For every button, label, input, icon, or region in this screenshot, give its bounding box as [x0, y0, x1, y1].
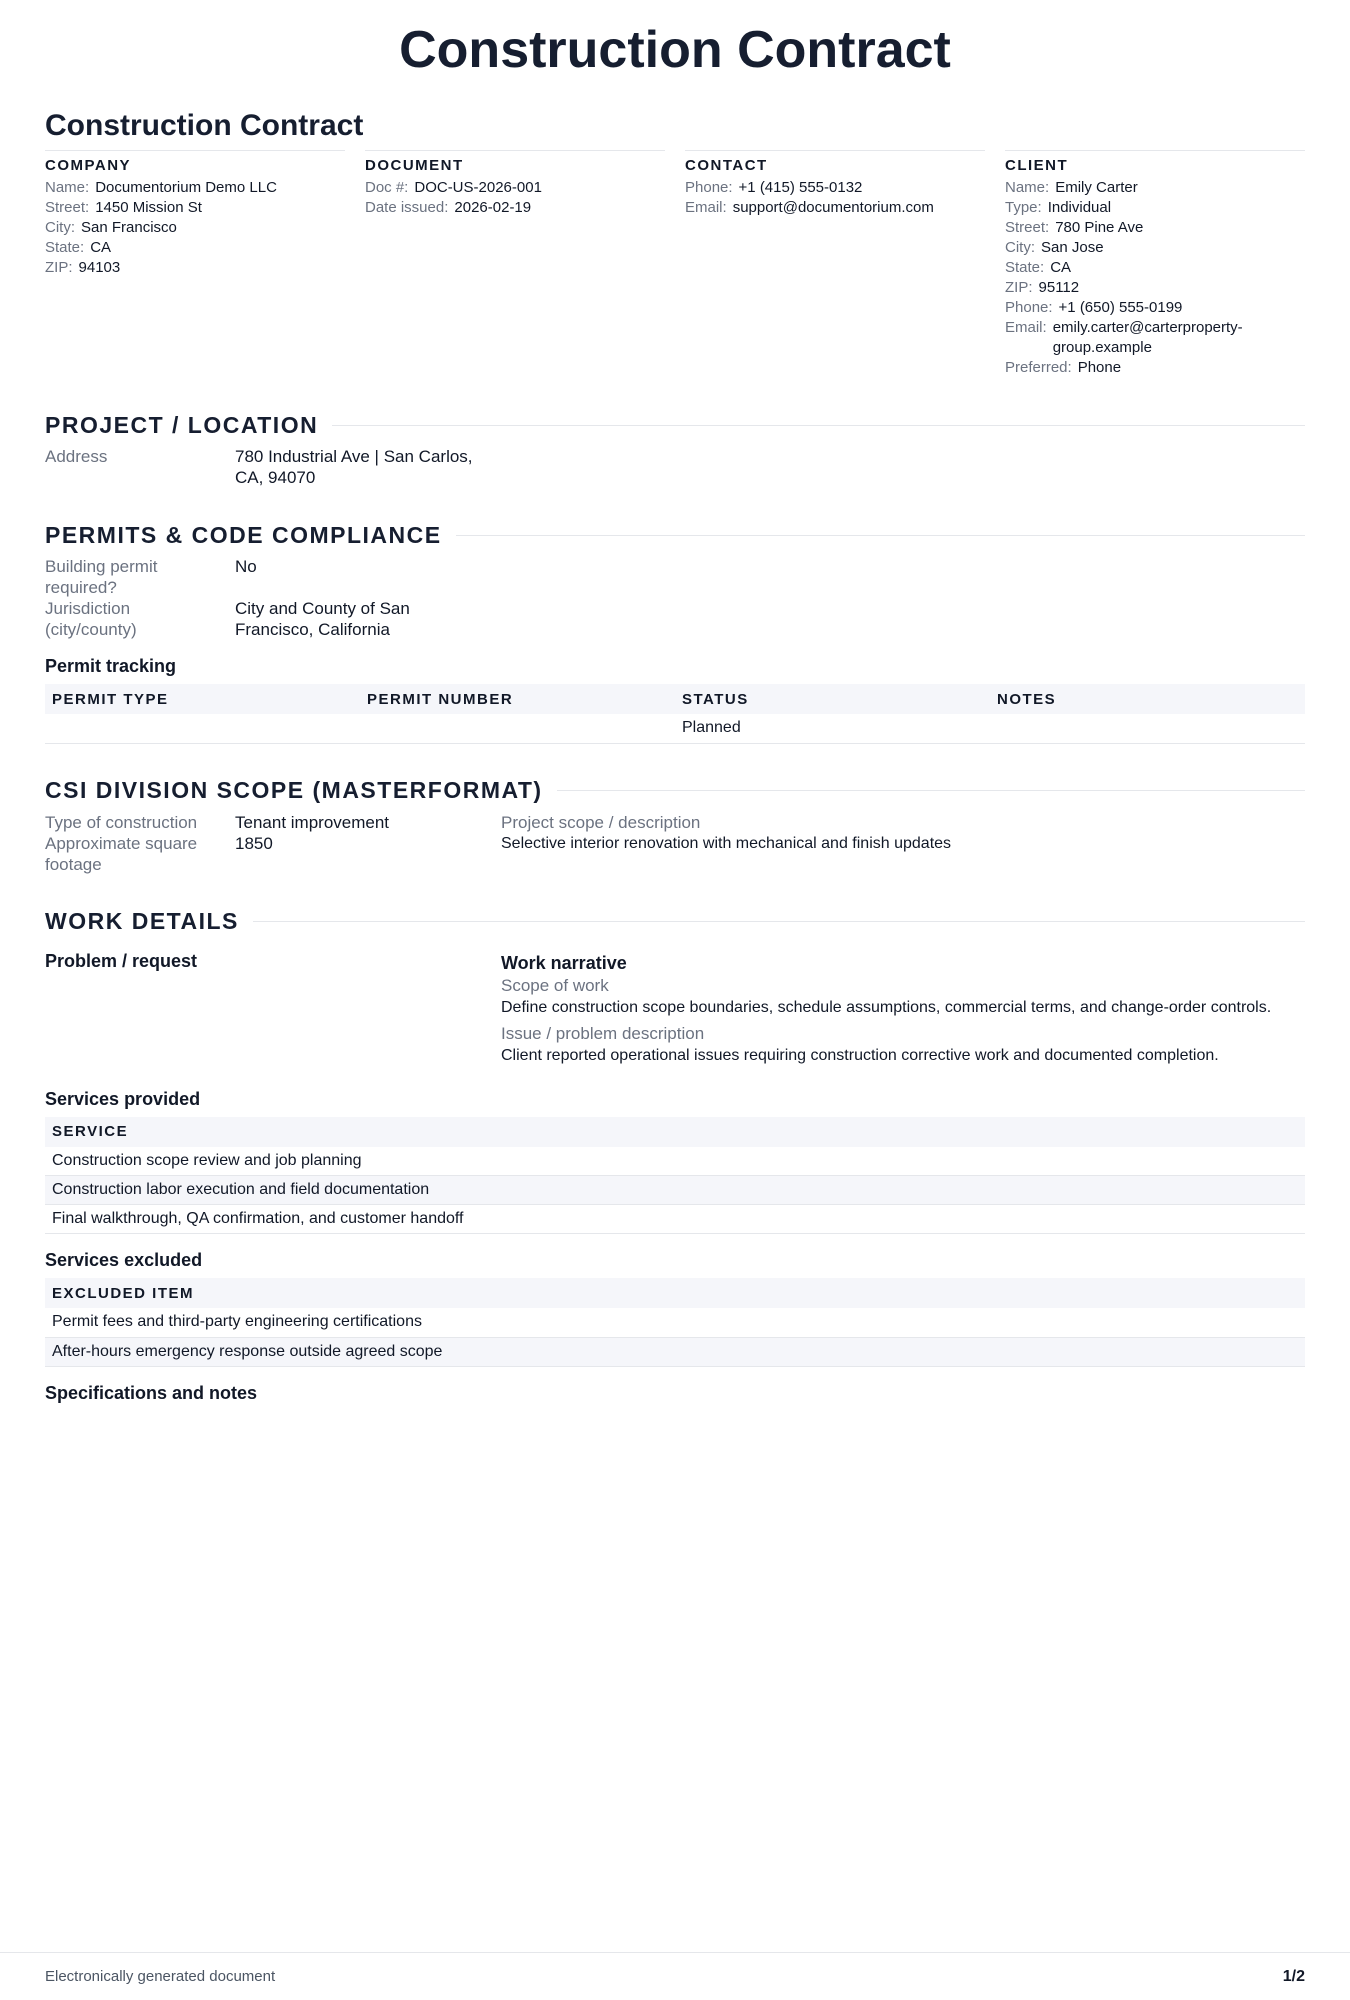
field-label: Email: — [1005, 319, 1047, 336]
document-block — [365, 150, 665, 378]
jurisdiction-label: Jurisdiction (city/county) — [45, 599, 137, 639]
company-name-row — [45, 178, 345, 198]
client-type-row — [1005, 198, 1305, 218]
permit-status-cell: Planned — [675, 714, 990, 743]
field-label: State: — [1005, 259, 1045, 276]
client-heading: CLIENT — [1005, 157, 1069, 174]
column-header: NOTES — [990, 684, 1305, 714]
section-divider — [557, 790, 1305, 791]
footer-note: Electronically generated document — [45, 1968, 276, 1985]
contact-email-row — [685, 198, 985, 218]
contact-block — [685, 150, 985, 378]
client-block — [1005, 150, 1305, 378]
field-value: San Jose — [1041, 239, 1104, 256]
section-title: PROJECT / LOCATION — [45, 411, 319, 438]
field-value: Individual — [1047, 199, 1112, 216]
page-number: 1/2 — [1282, 1967, 1305, 1985]
field-label: Name: — [45, 179, 90, 196]
services-provided-table — [45, 1117, 1305, 1235]
services-excluded-table — [45, 1278, 1305, 1367]
field-label: City: — [1005, 239, 1035, 256]
field-label: ZIP: — [45, 259, 73, 276]
address-value: 780 Industrial Ave | San Carlos, CA, 94070 — [235, 447, 473, 487]
scope-of-work-value: Define construction scope boundaries, schedule assumptions, commercial terms, and change-order controls. — [501, 998, 1272, 1016]
table-row — [45, 1337, 1305, 1366]
permit-tracking-heading: Permit tracking — [45, 656, 177, 676]
permit-notes-cell — [990, 714, 1305, 743]
contact-phone-row — [685, 178, 985, 198]
address-label: Address — [45, 447, 108, 466]
company-city-row — [45, 218, 345, 238]
client-name-row — [1005, 178, 1305, 198]
table-row — [45, 1205, 1305, 1234]
column-header: EXCLUDED ITEM — [45, 1278, 1305, 1308]
construction-type-row — [45, 812, 501, 833]
permit-number-cell — [360, 714, 675, 743]
service-cell: Final walkthrough, QA confirmation, and customer handoff — [45, 1205, 1305, 1234]
document-title: Construction Contract — [399, 21, 951, 79]
field-value: emily.carter@carterproperty-group.example — [1052, 319, 1243, 356]
field-value: Emily Carter — [1055, 179, 1138, 196]
field-label: Phone: — [685, 179, 733, 196]
square-footage-row — [45, 833, 501, 875]
project-section-heading — [45, 410, 1305, 440]
field-value: +1 (415) 555-0132 — [738, 179, 863, 196]
page-footer — [0, 1952, 1350, 2000]
table-header-row — [45, 1117, 1305, 1147]
service-cell: Construction scope review and job planning — [45, 1147, 1305, 1176]
work-section-heading — [45, 907, 1305, 937]
permits-section-heading — [45, 520, 1305, 550]
document-page — [45, 0, 1305, 2000]
field-value: San Francisco — [81, 219, 177, 236]
section-title: WORK DETAILS — [45, 908, 239, 934]
field-label: Email: — [685, 199, 727, 216]
permit-required-row — [45, 556, 550, 598]
square-footage-value: 1850 — [235, 833, 273, 853]
table-row — [45, 1147, 1305, 1176]
contact-heading: CONTACT — [685, 157, 768, 174]
field-value: 2026-02-19 — [454, 199, 532, 216]
section-divider — [332, 425, 1305, 426]
square-footage-label: Approximate square footage — [45, 833, 198, 874]
field-value: CA — [1050, 259, 1072, 276]
company-heading: COMPANY — [45, 157, 132, 174]
client-preferred-row — [1005, 358, 1305, 378]
field-value: +1 (650) 555-0199 — [1058, 299, 1183, 316]
field-label: Name: — [1005, 179, 1050, 196]
specifications-heading: Specifications and notes — [45, 1382, 258, 1403]
column-header: PERMIT TYPE — [45, 684, 360, 714]
document-heading: DOCUMENT — [365, 157, 464, 174]
permits-fields-column — [45, 556, 550, 640]
field-label: Date issued: — [365, 199, 449, 216]
date-issued-row — [365, 198, 665, 218]
section-title: CSI DIVISION SCOPE (MASTERFORMAT) — [45, 777, 543, 803]
field-value: 780 Pine Ave — [1055, 219, 1144, 236]
doc-number-row — [365, 178, 665, 198]
jurisdiction-row — [45, 598, 550, 640]
field-value: CA — [90, 239, 112, 256]
issue-description-value: Client reported operational issues requiring construction corrective work and documented completion. — [501, 1046, 1219, 1064]
field-value: 95112 — [1038, 279, 1080, 296]
client-street-row — [1005, 218, 1305, 238]
services-excluded-heading: Services excluded — [45, 1250, 203, 1270]
permit-required-label: Building permit required? — [45, 557, 158, 597]
client-zip-row — [1005, 278, 1305, 298]
issue-description-label: Issue / problem description — [501, 1023, 705, 1043]
section-divider — [456, 535, 1305, 536]
company-block — [45, 150, 345, 378]
field-value: DOC-US-2026-001 — [414, 179, 542, 196]
column-header: STATUS — [675, 684, 990, 714]
section-divider — [253, 921, 1305, 922]
field-label: City: — [45, 219, 75, 236]
construction-type-value: Tenant improvement — [235, 812, 390, 832]
client-email-row — [1005, 318, 1305, 358]
document-subtitle: Construction Contract — [45, 109, 364, 142]
field-label: ZIP: — [1005, 279, 1033, 296]
work-narrative-heading: Work narrative — [501, 952, 627, 973]
field-label: Preferred: — [1005, 359, 1072, 376]
field-label: Street: — [45, 199, 90, 216]
table-row — [45, 1176, 1305, 1205]
company-zip-row — [45, 258, 345, 278]
work-narrative-block — [501, 951, 1305, 1071]
project-scope-value: Selective interior renovation with mechanical and finish updates — [501, 834, 952, 852]
field-label: State: — [45, 239, 85, 256]
table-header-row — [45, 684, 1305, 714]
permit-type-cell — [45, 714, 360, 743]
table-header-row — [45, 1278, 1305, 1308]
client-state-row — [1005, 258, 1305, 278]
client-city-row — [1005, 238, 1305, 258]
permit-tracking-table — [45, 684, 1305, 744]
table-row — [45, 1308, 1305, 1337]
project-fields-column — [45, 446, 550, 488]
construction-type-label: Type of construction — [45, 812, 198, 832]
field-value: 1450 Mission St — [95, 199, 202, 216]
scope-of-work-label: Scope of work — [501, 975, 609, 995]
csi-section-heading — [45, 776, 1305, 806]
header-info-grid — [45, 150, 1305, 378]
field-label: Street: — [1005, 219, 1050, 236]
project-scope-block — [501, 812, 1305, 875]
excluded-cell: Permit fees and third-party engineering certifications — [45, 1308, 1305, 1337]
field-value: Phone — [1077, 359, 1122, 376]
field-label: Doc #: — [365, 179, 409, 196]
section-title: PERMITS & CODE COMPLIANCE — [45, 521, 442, 548]
permit-required-value: No — [235, 557, 257, 576]
excluded-cell: After-hours emergency response outside agreed scope — [45, 1337, 1305, 1366]
csi-fields — [45, 812, 1305, 875]
problem-request-heading: Problem / request — [45, 950, 198, 971]
service-cell: Construction labor execution and field documentation — [45, 1176, 1305, 1205]
client-phone-row — [1005, 298, 1305, 318]
jurisdiction-value: City and County of San Francisco, California — [235, 599, 410, 639]
table-row — [45, 714, 1305, 743]
column-header: PERMIT NUMBER — [360, 684, 675, 714]
field-value: Documentorium Demo LLC — [95, 179, 277, 196]
field-value: support@documentorium.com — [732, 199, 934, 216]
column-header: SERVICE — [45, 1117, 1305, 1147]
address-row — [45, 446, 550, 488]
csi-fields-column — [45, 812, 501, 875]
project-scope-label: Project scope / description — [501, 812, 701, 832]
services-provided-heading: Services provided — [45, 1088, 201, 1109]
field-label: Phone: — [1005, 299, 1053, 316]
field-value: 94103 — [78, 259, 121, 276]
company-street-row — [45, 198, 345, 218]
project-fields — [45, 446, 1305, 488]
company-state-row — [45, 238, 345, 258]
permits-fields — [45, 556, 1305, 640]
field-label: Type: — [1005, 199, 1042, 216]
work-details — [45, 951, 1305, 1071]
